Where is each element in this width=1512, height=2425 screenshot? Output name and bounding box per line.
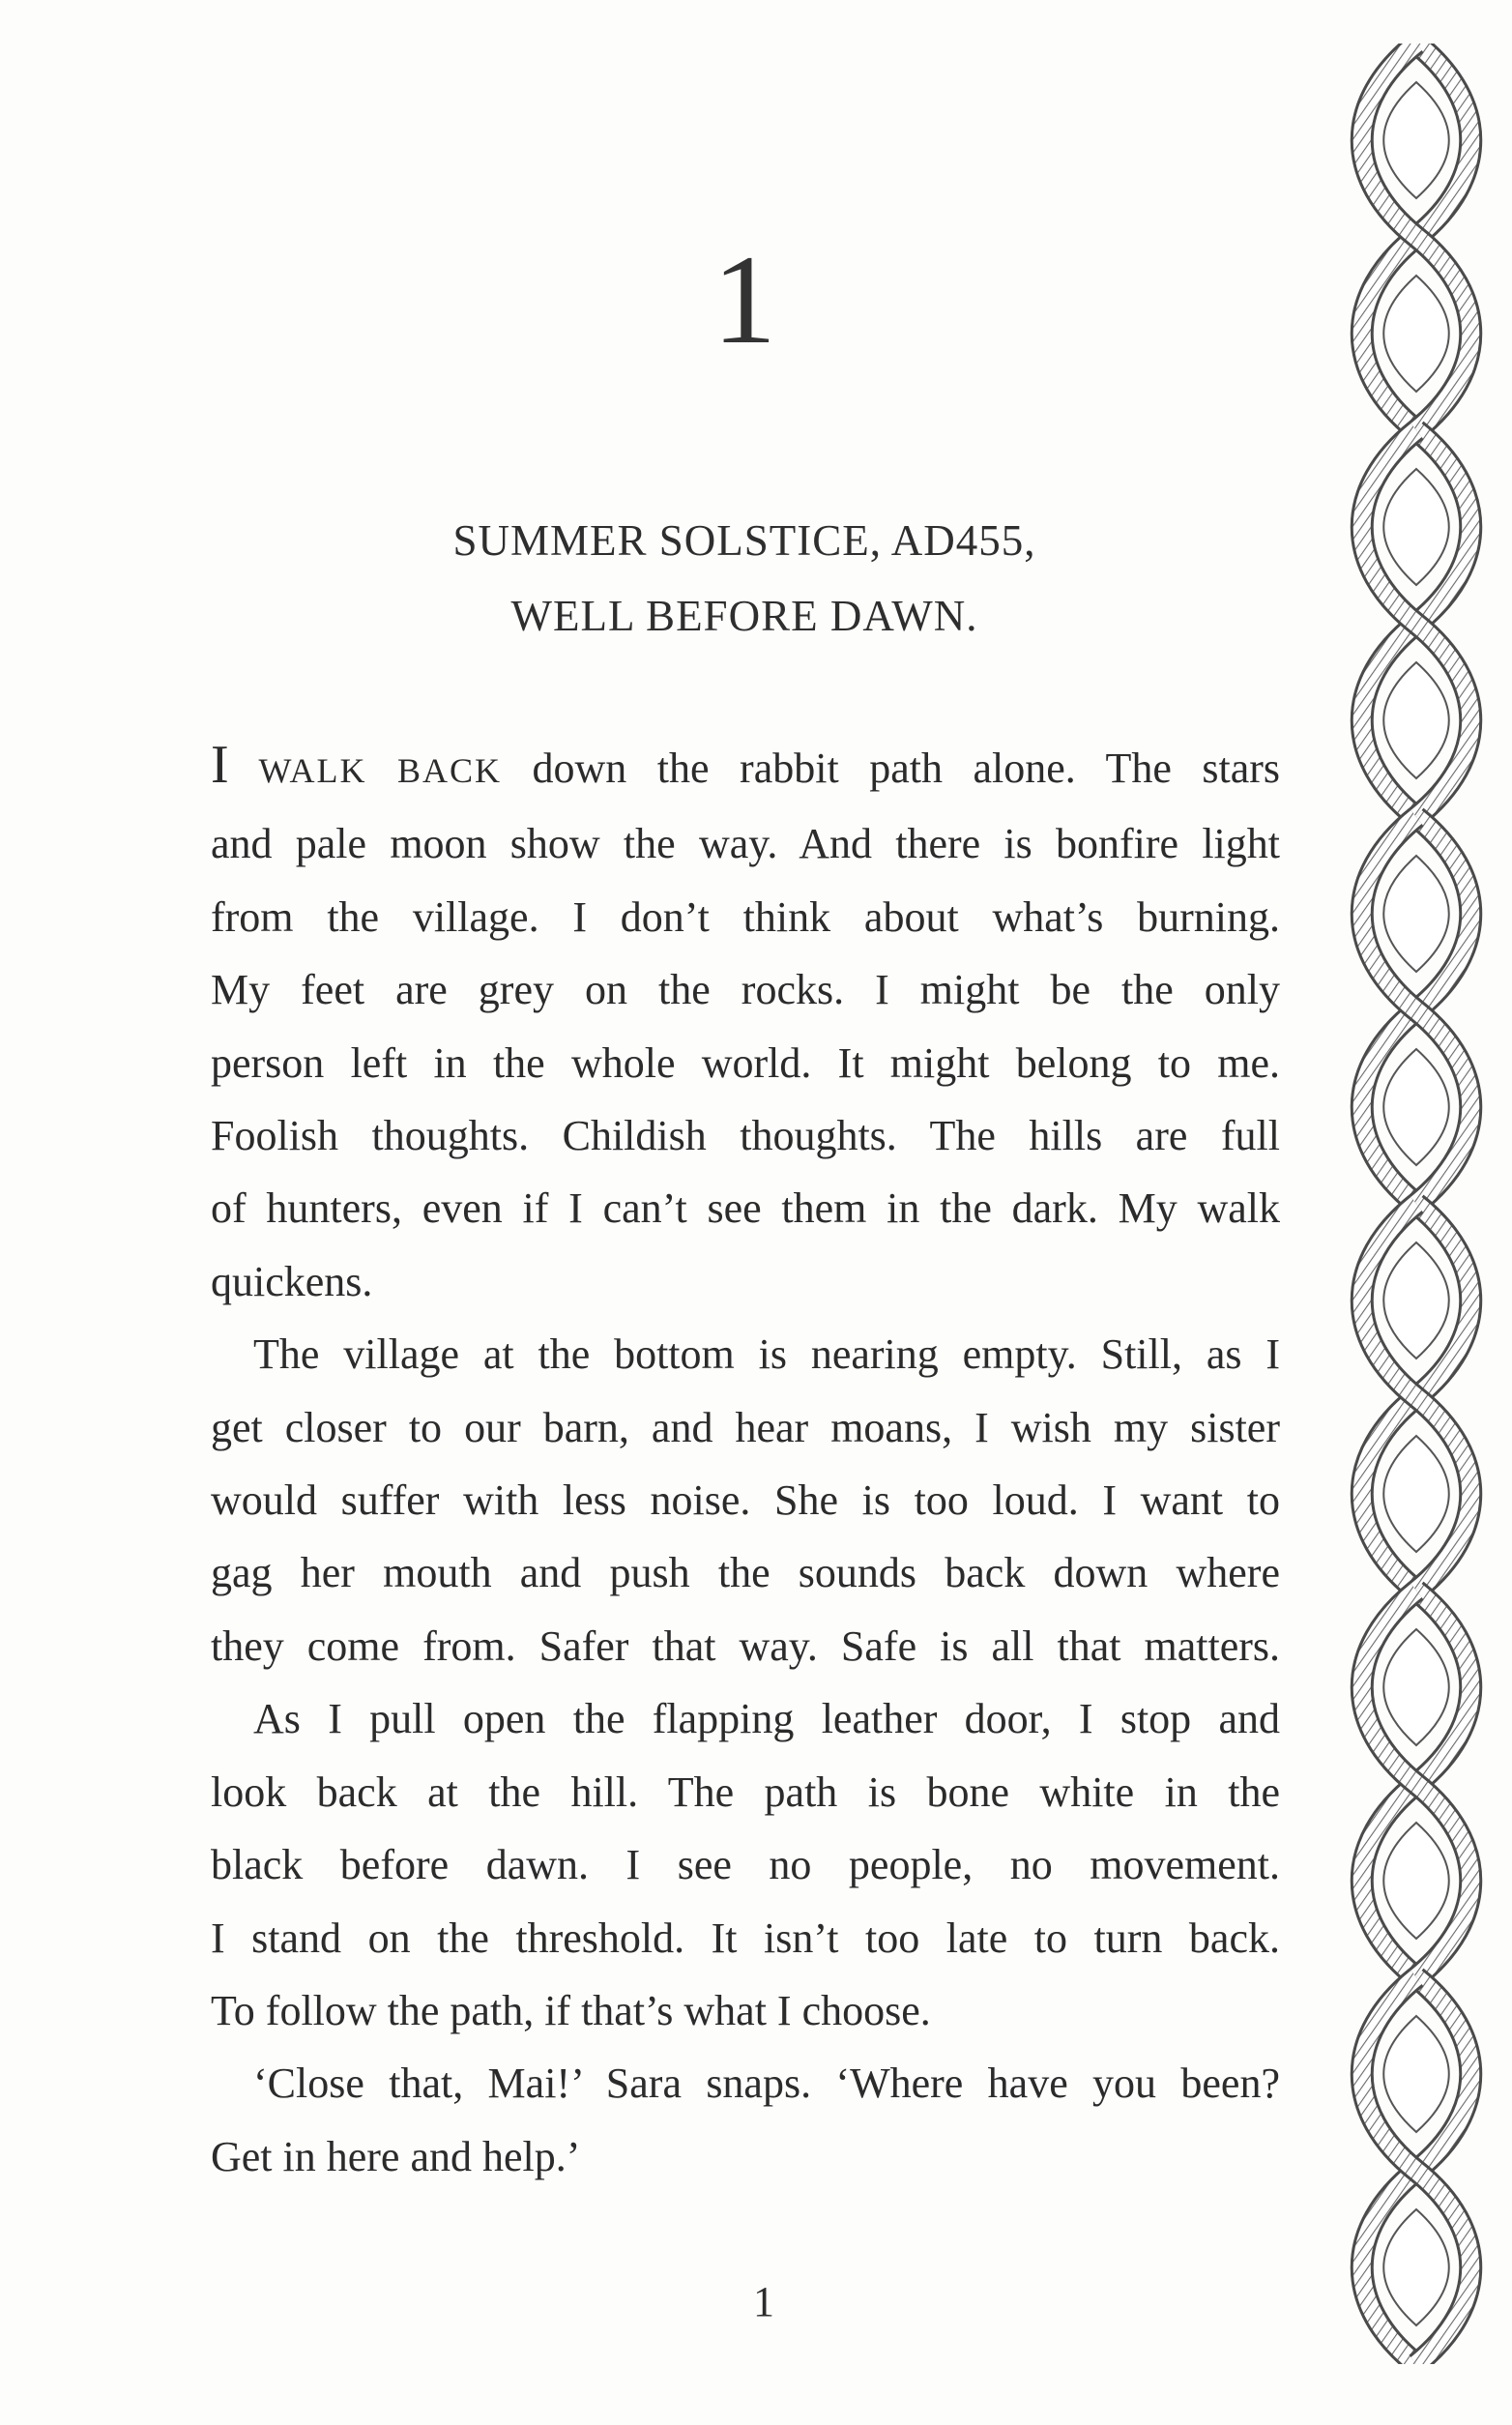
opening-smallcaps: WALK BACK (228, 751, 503, 790)
paragraph-2 (211, 1318, 1280, 1682)
text-line: get closer to our barn, and hear moans, I wish my sister (211, 1403, 1280, 1451)
opening-initial: I (211, 735, 229, 795)
text-line: would suffer with less noise. She is too loud. I want to (211, 1476, 1280, 1525)
text-line: My feet are grey on the rocks. I might be the only (211, 966, 1280, 1014)
text-line: look back at the hill. The path is bone white in the (211, 1768, 1280, 1816)
text-line: The village at the bottom is nearing empty. Still, as I (253, 1330, 1280, 1379)
opening-rest: down the rabbit path alone. The stars (502, 745, 1281, 792)
text-line: and pale moon show the way. And there is bonfire light (211, 820, 1280, 868)
text-line: of hunters, even if I can’t see them in the dark. My walk (211, 1184, 1280, 1233)
text-line: person left in the whole world. It might belong to me. (211, 1038, 1280, 1087)
chapter-heading-line-2: WELL BEFORE DAWN. (510, 592, 978, 640)
text-line: ‘Close that, Mai!’ Sara snaps. ‘Where have you been? (253, 2060, 1280, 2108)
text-line: they come from. Safer that way. Safe is all that matters. (211, 1622, 1280, 1670)
text-line: Foolish thoughts. Childish thoughts. The hills are full (211, 1112, 1280, 1160)
page-number: 1 (753, 2278, 774, 2325)
text-line: Get in here and help.’ (211, 2132, 581, 2180)
chapter-heading-line-1: SUMMER SOLSTICE, AD455, (452, 516, 1036, 565)
body-text (211, 729, 1280, 2193)
text-line: To follow the path, if that’s what I choose. (211, 1986, 931, 2034)
celtic-knot-border-icon (1344, 44, 1489, 2364)
chapter-number: 1 (712, 228, 776, 370)
text-line: As I pull open the flapping leather door, I stop and (253, 1695, 1280, 1743)
text-line: quickens. (211, 1257, 373, 1305)
text-line: black before dawn. I see no people, no movement. (211, 1841, 1280, 1889)
paragraph-4 (211, 2047, 1280, 2193)
text-line: from the village. I don’t think about what’s burning. (211, 892, 1280, 941)
paragraph-3 (211, 1682, 1280, 2047)
text-line: I stand on the threshold. It isn’t too late to turn back. (211, 1914, 1280, 1962)
text-line: gag her mouth and push the sounds back down where (211, 1549, 1280, 1597)
opening-line (211, 729, 1280, 807)
paragraph-1 (211, 729, 1280, 1318)
